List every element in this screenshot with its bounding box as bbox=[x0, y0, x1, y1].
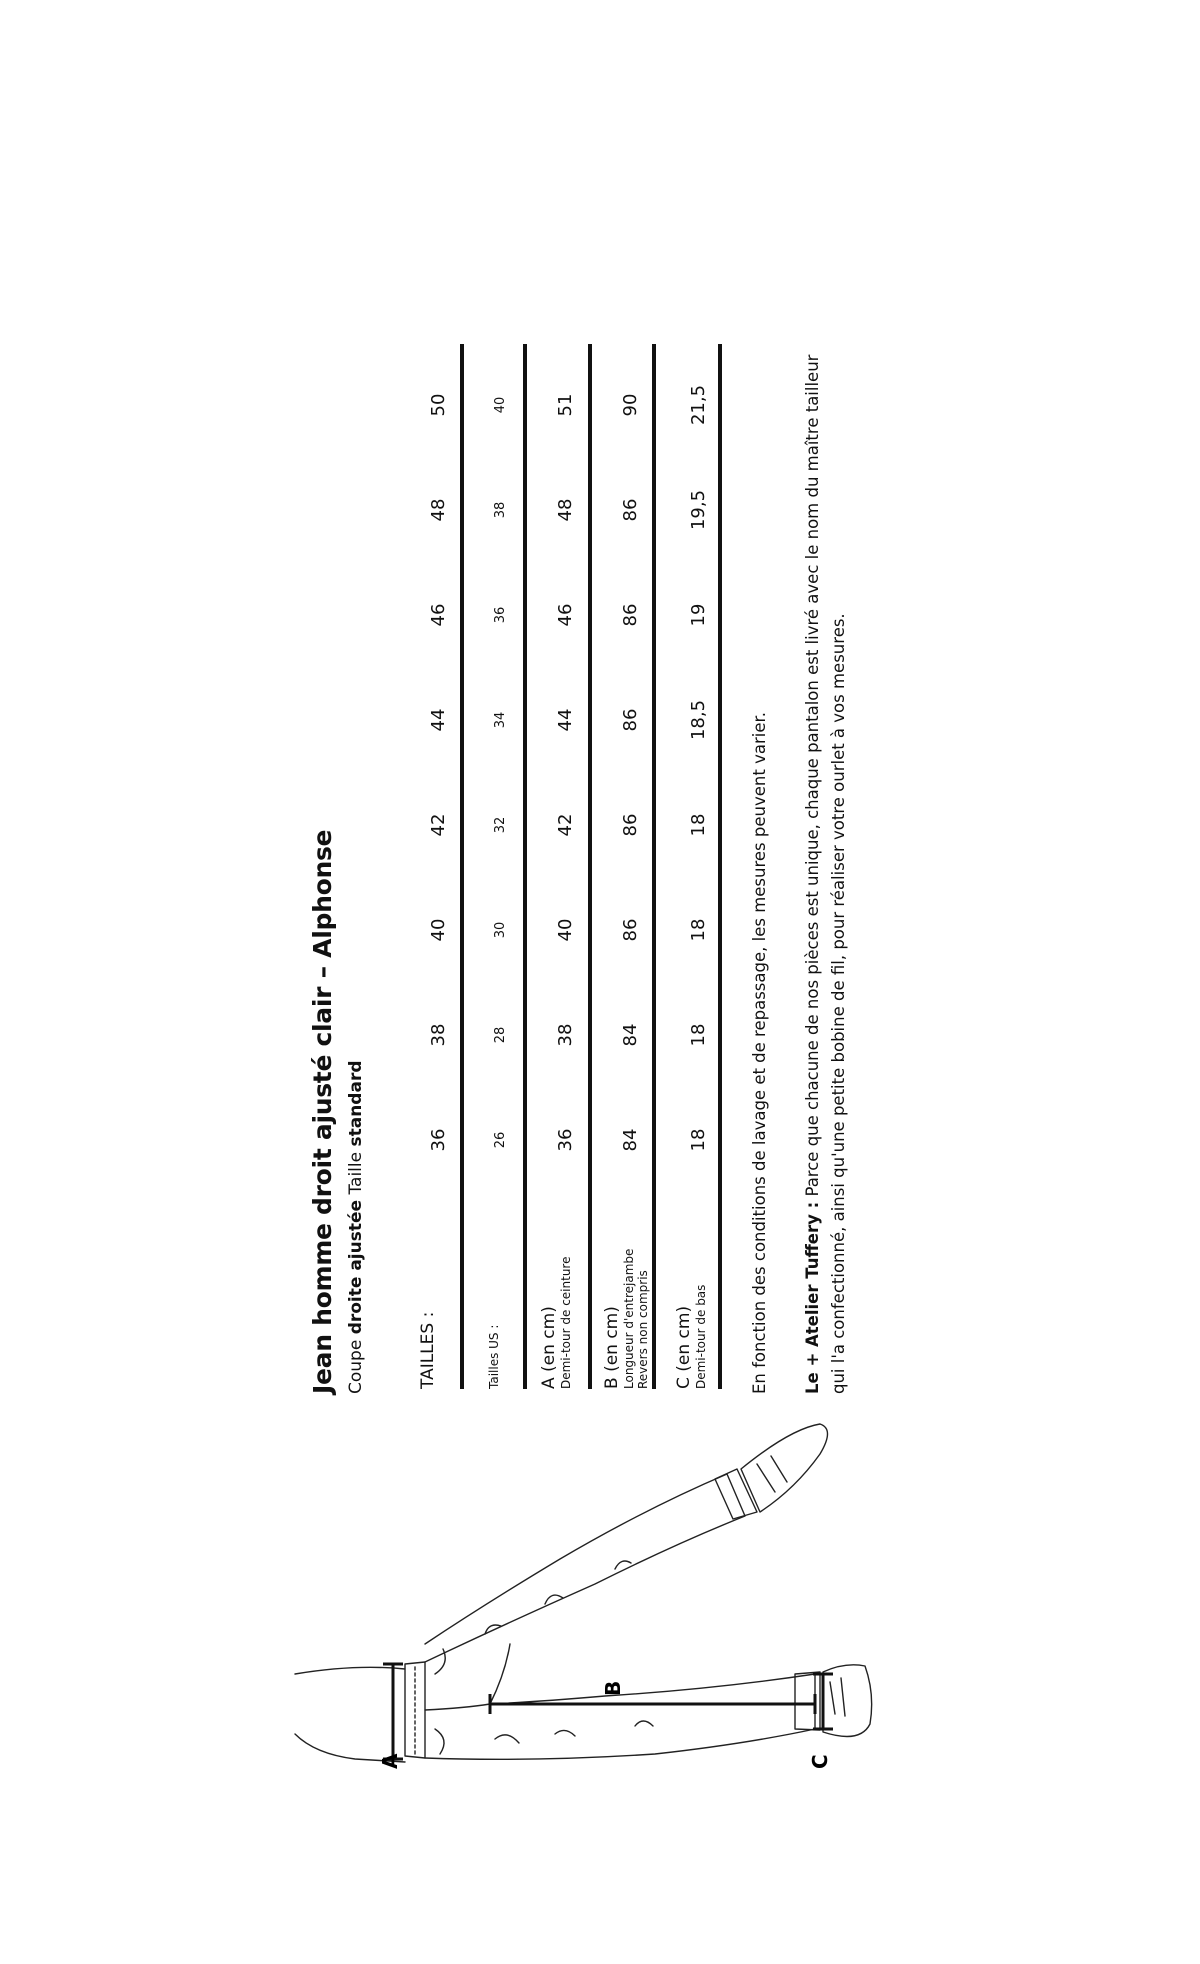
page-subtitle bbox=[346, 1061, 366, 1395]
table-cell: 86 bbox=[620, 708, 641, 732]
table-row-divider bbox=[460, 344, 464, 1389]
table-row-divider bbox=[588, 344, 592, 1389]
table-cell: 42 bbox=[428, 813, 449, 837]
subtitle-size-prefix: Taille bbox=[346, 1151, 366, 1195]
table-cell: 21,5 bbox=[688, 384, 709, 426]
table-cell: 18,5 bbox=[688, 699, 709, 741]
row-label-text: TAILLES : bbox=[418, 1311, 438, 1389]
table-cell: 86 bbox=[620, 813, 641, 837]
table-cell: 36 bbox=[555, 1128, 576, 1152]
table-cell: 40 bbox=[555, 918, 576, 942]
row-label-text: Tailles US : bbox=[487, 1324, 501, 1389]
table-cell: 26 bbox=[493, 1131, 508, 1149]
table-cell: 36 bbox=[428, 1128, 449, 1152]
table-cell: 42 bbox=[555, 813, 576, 837]
table-row-label bbox=[487, 1325, 501, 1389]
table-cell: 44 bbox=[428, 708, 449, 732]
table-cell: 46 bbox=[555, 603, 576, 627]
table-cell: 28 bbox=[493, 1026, 508, 1044]
table-row-label bbox=[539, 1257, 573, 1389]
table-cell: 18 bbox=[688, 918, 709, 942]
table-row-label bbox=[674, 1285, 708, 1389]
table-row-divider bbox=[718, 344, 722, 1389]
washing-note: En fonction des conditions de lavage et de repassage, les mesures peuvent varier. bbox=[750, 712, 769, 1394]
table-cell: 86 bbox=[620, 918, 641, 942]
subtitle-size: standard bbox=[346, 1060, 366, 1147]
table-row-divider bbox=[652, 344, 656, 1389]
subtitle-prefix: Coupe bbox=[346, 1339, 366, 1394]
table-cell: 84 bbox=[620, 1128, 641, 1152]
table-cell: 40 bbox=[493, 396, 508, 414]
table-cell: 46 bbox=[428, 603, 449, 627]
table-cell: 38 bbox=[493, 501, 508, 519]
table-cell: 51 bbox=[555, 393, 576, 417]
label-a: A bbox=[378, 1753, 402, 1769]
row-label-text: C (en cm) bbox=[674, 1305, 694, 1389]
label-c: C bbox=[808, 1754, 832, 1769]
tuffery-text: Parce que chacune de nos pièces est unique, chaque pantalon est livré avec le nom du maître tailleur qui l'a confectionné, ainsi qu'une petite bobine de fil, pour réaliser votre ourlet à vos mesures. bbox=[803, 354, 848, 1394]
table-cell: 34 bbox=[493, 711, 508, 729]
label-b: B bbox=[601, 1680, 625, 1696]
table-cell: 48 bbox=[555, 498, 576, 522]
jeans-illustration bbox=[275, 1404, 875, 1774]
table-cell: 50 bbox=[428, 393, 449, 417]
row-sub-label: Longueur d'entrejambe bbox=[622, 1248, 636, 1389]
table-row-label bbox=[602, 1249, 650, 1389]
row-sub-label: Demi-tour de ceinture bbox=[559, 1256, 573, 1389]
table-cell: 38 bbox=[428, 1023, 449, 1047]
row-sub-label: Demi-tour de bas bbox=[694, 1284, 708, 1389]
subtitle-cut: droite ajustée bbox=[346, 1199, 366, 1335]
table-cell: 90 bbox=[620, 393, 641, 417]
table-cell: 18 bbox=[688, 1128, 709, 1152]
row-label-text: B (en cm) bbox=[602, 1306, 622, 1389]
row-sub-label: Revers non compris bbox=[636, 1270, 650, 1389]
table-cell: 38 bbox=[555, 1023, 576, 1047]
table-cell: 19 bbox=[688, 603, 709, 627]
table-cell: 36 bbox=[493, 606, 508, 624]
table-cell: 86 bbox=[620, 498, 641, 522]
table-cell: 44 bbox=[555, 708, 576, 732]
tuffery-note bbox=[800, 344, 852, 1394]
table-cell: 18 bbox=[688, 1023, 709, 1047]
table-row-label bbox=[418, 1312, 438, 1389]
row-label-text: A (en cm) bbox=[539, 1306, 559, 1389]
table-cell: 40 bbox=[428, 918, 449, 942]
table-cell: 19,5 bbox=[688, 489, 709, 531]
table-cell: 32 bbox=[493, 816, 508, 834]
tuffery-label: Le + Atelier Tuffery : bbox=[803, 1201, 822, 1394]
table-cell: 18 bbox=[688, 813, 709, 837]
table-cell: 84 bbox=[620, 1023, 641, 1047]
table-cell: 30 bbox=[493, 921, 508, 939]
table-row-divider bbox=[523, 344, 527, 1389]
page-title: Jean homme droit ajusté clair – Alphonse bbox=[308, 829, 337, 1394]
table-cell: 86 bbox=[620, 603, 641, 627]
table-cell: 48 bbox=[428, 498, 449, 522]
